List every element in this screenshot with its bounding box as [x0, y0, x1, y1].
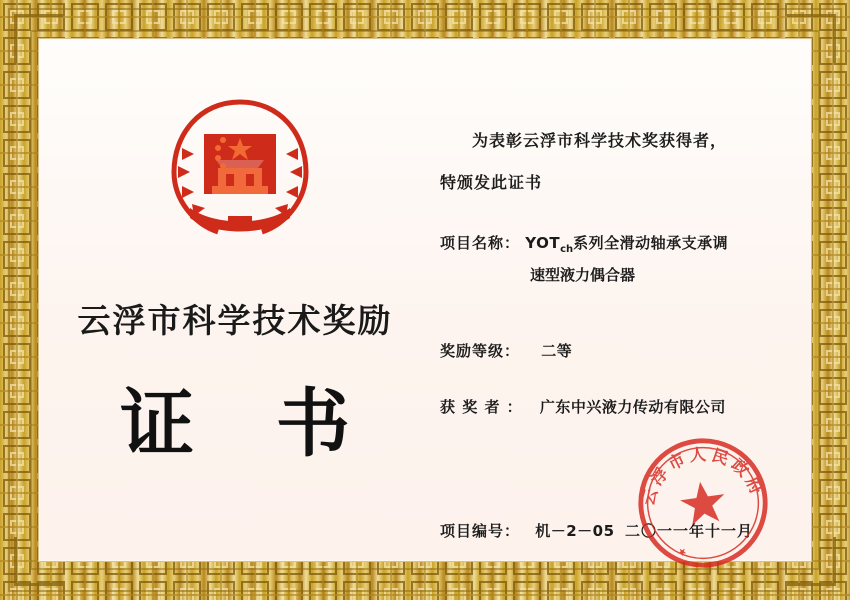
field-project-name-value-a: YOT	[525, 234, 561, 252]
official-seal-stamp	[626, 426, 780, 580]
field-winner	[440, 396, 726, 417]
certificate-word: 证 书	[120, 381, 378, 467]
field-winner-value: 广东中兴液力传动有限公司	[539, 398, 726, 416]
field-award-level	[440, 340, 572, 361]
field-project-name	[440, 232, 728, 255]
field-project-name-value-line2: 速型液力偶合器	[530, 266, 636, 284]
national-emblem-icon	[160, 90, 320, 245]
field-winner-label: 获 奖 者 ：	[440, 398, 523, 416]
field-project-name-value-b: 系列全滑动轴承支承调	[573, 234, 729, 252]
field-award-level-value: 二等	[541, 342, 573, 360]
lead-text-line-2: 特颁发此证书	[440, 173, 543, 192]
field-project-number-value: 机－2－05	[535, 522, 615, 540]
field-project-number	[440, 520, 615, 541]
field-project-name-label: 项目名称：	[440, 234, 521, 252]
certificate-left-column	[55, 55, 415, 545]
field-project-number-label: 项目编号：	[440, 522, 521, 540]
award-title: 云浮市科学技术奖励	[77, 301, 393, 340]
field-project-name-subscript: ch	[560, 244, 574, 255]
svg-text:★: ★	[674, 543, 692, 562]
field-award-level-label: 奖励等级：	[440, 342, 521, 360]
lead-text-line-1: 为表彰云浮市科学技术奖获得者，	[472, 131, 728, 150]
svg-text:云浮市人民政府: 云浮市人民政府	[638, 444, 768, 508]
certificate-date: 二〇一一年十一月	[625, 522, 754, 540]
